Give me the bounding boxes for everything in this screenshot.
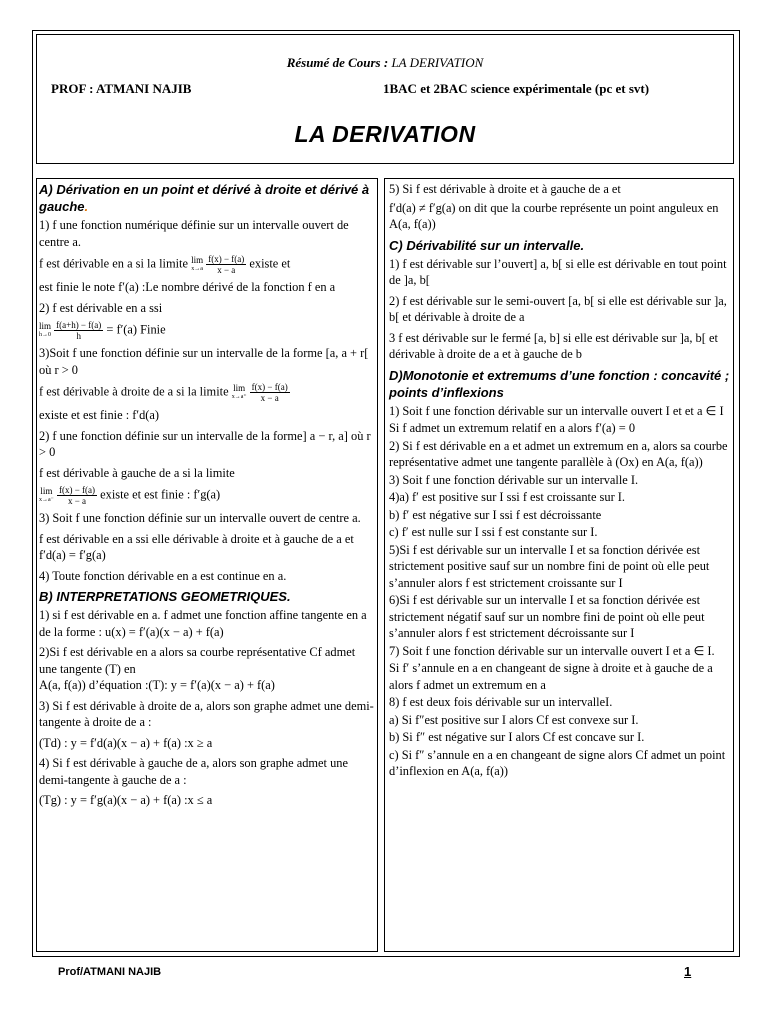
fraction: $\frac{f(x) - f(a)}{x - a}$ [208,254,245,275]
a6-text: 4) Toute fonction dérivable en a est continue en a. [39,568,287,583]
d4a-text: 4)a) f′ est positive sur I ssi f est croissante sur I. [389,490,626,504]
a4-text: 2) f une fonction définie sur un intervalle de la forme] a − r, a] où r > 0 [39,428,371,459]
course-summary-line [37,55,733,71]
b2-text: 2)Si f est dérivable en a alors sa courbe représentative Cf admet une tangente (T) en [39,645,356,676]
c2-text: 2) f est dérivable sur le semi-ouvert [a, b[ si elle est dérivable sur ]a, b[ et dérivable à droite de a [389,293,727,324]
a5b-text: f est dérivable en a ssi elle dérivable à droite et à gauche de a et f′d(a) = f′g(a) [39,531,354,562]
section-d-title: D)Monotonie et extremums d’une fonction : concavité ; points d’inflexions [389,367,730,400]
d8a-text: a) Si f″est positive sur I alors Cf est convexe sur I. [389,712,639,727]
a1-text: 1) f une fonction numérique définie sur un intervalle ouvert de centre a. [39,218,349,249]
b4-text: 4) Si f est dérivable à gauche de a, alors son graphe admet une demi-tangente à gauche de a : [39,756,348,787]
summary-label: Résumé de Cours : [286,55,389,70]
d4c-text: c) f′ est nulle sur I ssi f est constante sur I. [389,525,598,539]
prof-name: PROF : ATMANI NAJIB [51,81,192,96]
a3c-text: existe et est finie : f′d(a) [39,408,160,422]
r1-text: 5) Si f est dérivable à droite et à gauche de a et [389,182,621,196]
d7b-text: Si f′ s’annule en a en changeant de signe à droite et à gauche de a alors f admet un extremum en a [389,661,713,692]
d8-text: 8) f est deux fois dérivable sur un intervalleI. [389,695,613,709]
fraction: $\frac{f(x) - f(a)}{x - a}$ [58,485,96,506]
d7-text: 7) Soit f une fonction dérivable sur un intervalle ouvert I et a ∈ I. [389,643,715,658]
a4c-line: lim x→a⁻ $\frac{f(x) - f(a)}{x - a}$ existe et est finie : f′g(a) [39,485,221,506]
b3-text: 3) Si f est dérivable à droite de a, alors son graphe admet une demi-tangente à droite de a : [39,698,374,729]
section-c-title: C) Dérivabilité sur un intervalle. [389,237,585,253]
a3-text: 3)Soit f une fonction définie sur un intervalle de la forme [a, a + r[ où r > 0 [39,346,369,377]
b4b-formula: (Tg) : y = f′g(a)(x − a) + f(a) :x ≤ a [39,793,213,807]
a3b-line: f est dérivable à droite de a si la limite lim x→a⁺ $\frac{f(x) - f(a)}{x - a}$ [39,382,288,403]
fraction: $\frac{f(a+h) - f(a)}{h}$ [56,320,102,341]
a1c-text: est finie le note f′(a) :Le nombre dérivé de la fonction f en a [39,280,336,294]
a2-text: 2) f est dérivable en a ssi [39,300,163,315]
a5-text: 3) Soit f une fonction définie sur un intervalle ouvert de centre a. [39,511,361,525]
limit-notation: lim x→a⁻ [39,485,54,503]
section-b-title: B) INTERPRETATIONS GEOMETRIQUES. [39,589,291,604]
header-box [36,34,734,164]
a2-formula: lim h→0 $\frac{f(a+h) - f(a)}{h}$ = f′(a) Finie [39,320,166,341]
page-title: LA DERIVATION [294,121,476,147]
limit-notation: lim x→a⁺ [231,382,247,400]
fraction: $\frac{f(x) - f(a)}{x - a}$ [251,382,288,403]
d5-text: 5)Si f est dérivable sur un intervalle I et sa fonction dérivée est strictement positive sauf sur un nombre fini de point où elle peut s’annuler alors f est strictement croissante sur I [389,542,710,590]
d1b-text: Si f admet un extremum relatif en a alors f′(a) = 0 [389,421,636,435]
summary-value: LA DERIVATION [391,55,484,70]
d2-text: 2) Si f est dérivable en a et admet un extremum en a, alors sa courbe représentative admet une tangente parallèle à (Ox) en A(a, f(a)) [389,438,728,469]
b1-text: 1) si f est dérivable en a. f admet une fonction affine tangente en a de la forme : u(x) = f′(a)(x − a) + f(a) [39,608,367,639]
section-a-title: A) Dérivation en un point et dérivé à droite et dérivé à gauche. [39,182,370,214]
c3-text: 3 f est dérivable sur le fermé [a, b] si elle est dérivable sur ]a, b[ et dérivable à droite de a et à gauche de b [389,330,718,361]
a4b-text: f est dérivable à gauche de a si la limite [39,465,235,480]
footer-author: Prof/ATMANI NAJIB [58,966,162,978]
right-column [384,178,734,952]
b3b-formula: (Td) : y = f′d(a)(x − a) + f(a) :x ≥ a [39,735,213,750]
c1-text: 1) f est dérivable sur l’ouvert] a, b[ si elle est dérivable en tout point de ]a, b[ [389,256,727,287]
level-text: 1BAC et 2BAC science expérimentale (pc et svt) [383,81,650,96]
d6-text: 6)Si f est dérivable sur un intervalle I et sa fonction dérivée est strictement négatif sauf sur un nombre fini de point où elle peut s’annuler alors f est strictement décroissante sur I [389,593,705,640]
left-column [36,178,378,952]
b2b-text: A(a, f(a)) d’équation :(T): y = f′(a)(x − a) + f(a) [39,678,275,692]
a1b-line: f est dérivable en a si la limite lim x→a $\frac{f(x) - f(a)}{x - a}$ existe et [39,254,291,275]
limit-notation: lim x→a [191,254,204,272]
d4b-text: b) f′ est négative sur I ssi f est décroissante [389,507,602,522]
d8b-text: b) Si f″ est négative sur I alors Cf est concave sur I. [389,730,645,744]
d3-text: 3) Soit f une fonction dérivable sur un intervalle I. [389,472,639,487]
d8c-text: c) Si f″ s’annule en a en changeant de signe alors Cf admet un point d’inflexion en A(a, f(a)) [389,747,726,778]
page-number: 1 [684,964,692,979]
limit-notation: lim h→0 [39,320,52,338]
d1-text: 1) Soit f une fonction dérivable sur un intervalle ouvert I et et a ∈ I [389,403,724,418]
r1b-text: f′d(a) ≠ f′g(a) on dit que la courbe représente un point anguleux en A(a, f(a)) [389,200,719,231]
